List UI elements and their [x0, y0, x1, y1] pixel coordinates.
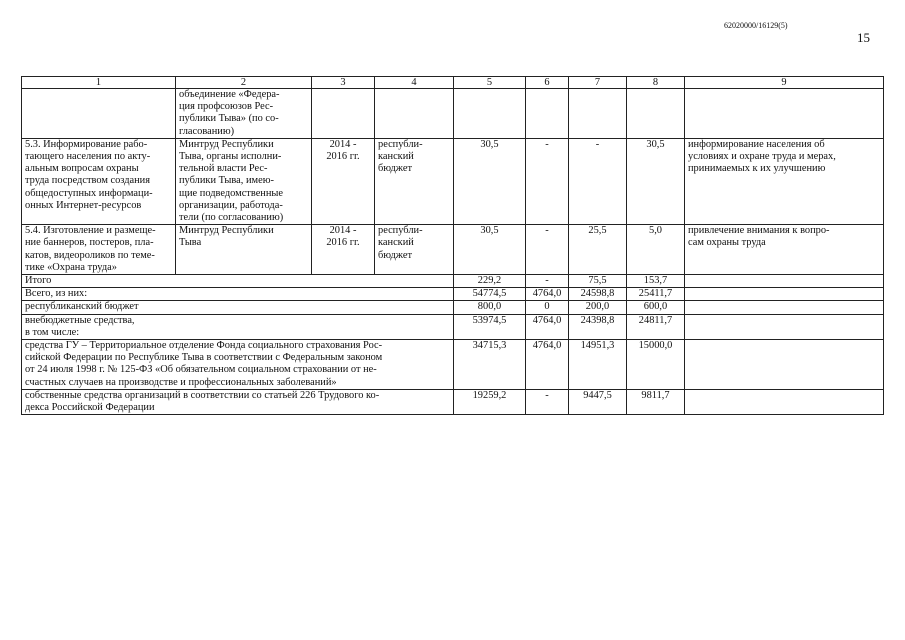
table-cell: Минтруд Республики Тыва [176, 225, 312, 275]
totals-value: 24398,8 [569, 314, 627, 339]
table-cell: 25,5 [569, 225, 627, 275]
totals-value: 25411,7 [627, 288, 685, 301]
document-code: 62020000/16129(5) [724, 21, 788, 30]
table-cell: 30,5 [627, 138, 685, 224]
column-header: 4 [375, 77, 454, 89]
totals-value: - [526, 389, 569, 414]
empty-cell [685, 389, 884, 414]
totals-value: 53974,5 [454, 314, 526, 339]
table-cell [569, 89, 627, 139]
totals-value: 4764,0 [526, 314, 569, 339]
table-cell: 2014 - 2016 гг. [312, 225, 375, 275]
table-cell: 5,0 [627, 225, 685, 275]
totals-row [22, 340, 884, 390]
totals-value: 75,5 [569, 275, 627, 288]
table-cell [685, 89, 884, 139]
table-cell: республи- канский бюджет [375, 138, 454, 224]
page-number: 15 [857, 30, 870, 45]
column-header: 3 [312, 77, 375, 89]
totals-value: 24598,8 [569, 288, 627, 301]
table-cell: объединение «Федера- ция профсоюзов Рес- публики Тыва» (по со- гласованию) [176, 89, 312, 139]
table-cell: 2014 - 2016 гг. [312, 138, 375, 224]
totals-value: 4764,0 [526, 288, 569, 301]
column-header: 8 [627, 77, 685, 89]
totals-value: 4764,0 [526, 340, 569, 390]
totals-value: 24811,7 [627, 314, 685, 339]
column-number-row [22, 77, 884, 89]
table-cell: привлечение внимания к вопро- сам охраны труда [685, 225, 884, 275]
column-header: 1 [22, 77, 176, 89]
totals-value: 600,0 [627, 301, 685, 314]
totals-row [22, 301, 884, 314]
empty-cell [685, 314, 884, 339]
table-cell: 30,5 [454, 225, 526, 275]
table-cell: 5.4. Изготовление и размеще- ние баннеров, постеров, пла- катов, видеороликов по теме- тике «Охрана труда» [22, 225, 176, 275]
table-cell: информирование населения об условиях и охране труда и мерах, принимаемых к их улучшению [685, 138, 884, 224]
totals-value: - [526, 275, 569, 288]
table-row [22, 138, 884, 224]
totals-value: 54774,5 [454, 288, 526, 301]
empty-cell [685, 288, 884, 301]
table-cell: республи- канский бюджет [375, 225, 454, 275]
table-cell: 5.3. Информирование рабо- тающего населения по акту- альным вопросам охраны труда посредством создания общедоступных информаци- онных Интернет-ресурсов [22, 138, 176, 224]
table-row [22, 89, 884, 139]
column-header: 6 [526, 77, 569, 89]
table-cell [454, 89, 526, 139]
table-cell [627, 89, 685, 139]
column-header: 2 [176, 77, 312, 89]
totals-row [22, 288, 884, 301]
empty-cell [685, 275, 884, 288]
totals-value: 153,7 [627, 275, 685, 288]
totals-label: Всего, из них: [22, 288, 454, 301]
totals-label: республиканский бюджет [22, 301, 454, 314]
table-cell [22, 89, 176, 139]
table-cell: - [526, 138, 569, 224]
table-cell: Минтруд Республики Тыва, органы исполни- тельной власти Рес- публики Тыва, имею- щие подведомственные организации, работода- тели (по согласованию) [176, 138, 312, 224]
totals-value: 200,0 [569, 301, 627, 314]
totals-value: 800,0 [454, 301, 526, 314]
totals-value: 34715,3 [454, 340, 526, 390]
table-cell [375, 89, 454, 139]
empty-cell [685, 340, 884, 390]
totals-label: Итого [22, 275, 454, 288]
totals-row [22, 275, 884, 288]
table-cell: - [526, 225, 569, 275]
table-row [22, 225, 884, 275]
column-header: 7 [569, 77, 627, 89]
totals-value: 14951,3 [569, 340, 627, 390]
totals-value: 19259,2 [454, 389, 526, 414]
table-cell [526, 89, 569, 139]
column-header: 9 [685, 77, 884, 89]
table-cell: - [569, 138, 627, 224]
totals-row [22, 389, 884, 414]
program-table [21, 76, 884, 415]
totals-value: 229,2 [454, 275, 526, 288]
totals-label: средства ГУ – Территориальное отделение Фонда социального страхования Рос- сийской Федерации по Республике Тыва в соответствии с Федеральным законом от 24 июля 1998 г. № 125-ФЗ «Об обязательном социальном страховании от не- счастных случаев на производстве и профессиональных заболеваний» [22, 340, 454, 390]
table-cell: 30,5 [454, 138, 526, 224]
totals-label: внебюджетные средства, в том числе: [22, 314, 454, 339]
totals-value: 9811,7 [627, 389, 685, 414]
totals-label: собственные средства организаций в соответствии со статьей 226 Трудового ко- декса Российской Федерации [22, 389, 454, 414]
empty-cell [685, 301, 884, 314]
totals-value: 9447,5 [569, 389, 627, 414]
table-cell [312, 89, 375, 139]
column-header: 5 [454, 77, 526, 89]
totals-value: 15000,0 [627, 340, 685, 390]
totals-row [22, 314, 884, 339]
totals-value: 0 [526, 301, 569, 314]
